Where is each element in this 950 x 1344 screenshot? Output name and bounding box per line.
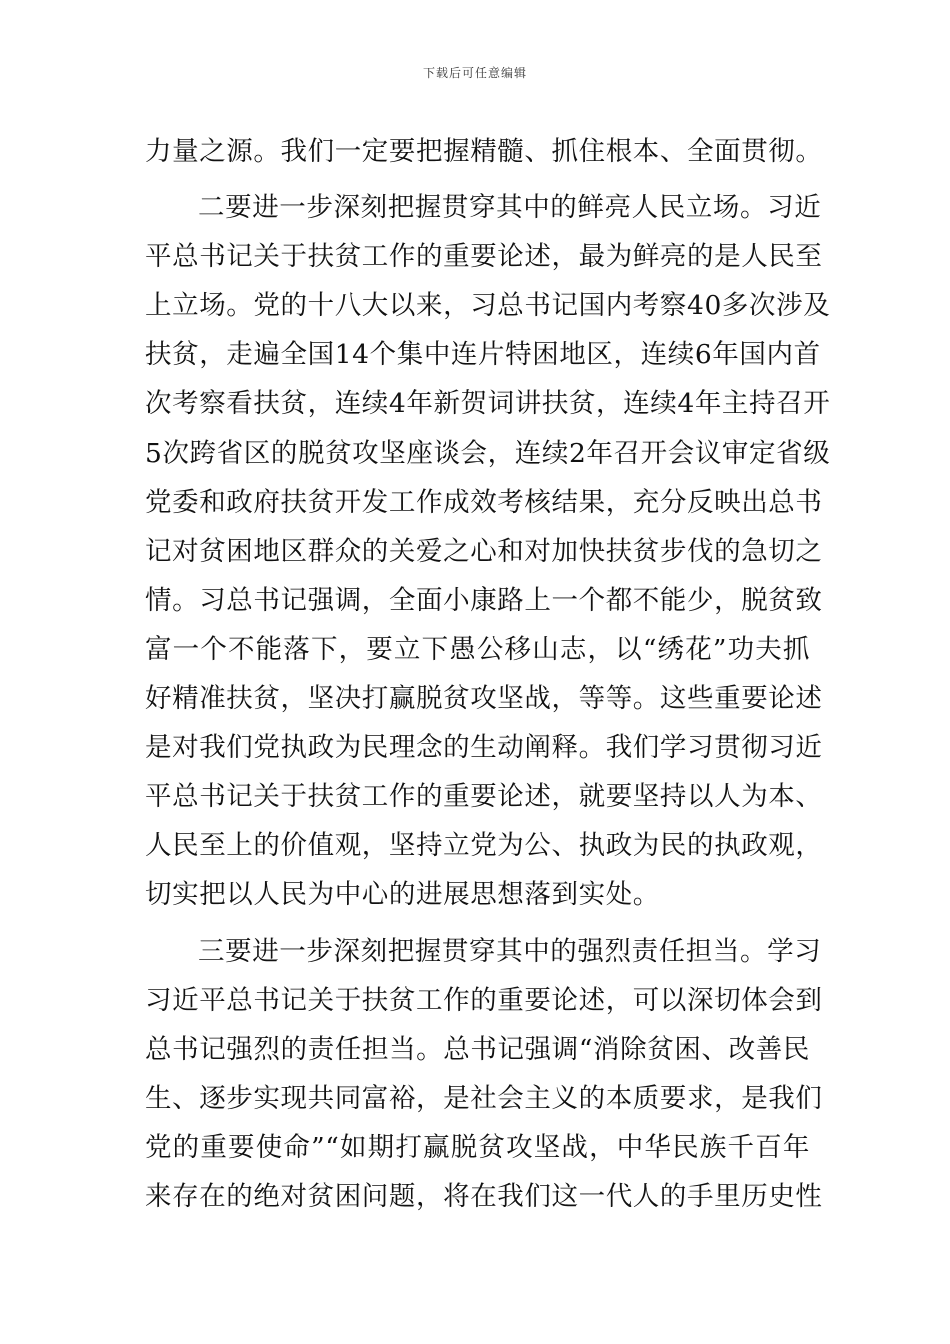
text-line: 次考察看扶贫，连续4年新贺词讲扶贫，连续4年主持召开 bbox=[145, 388, 831, 420]
text-line: 记对贫困地区群众的关爱之心和对加快扶贫步伐的急切之 bbox=[145, 535, 823, 567]
text-line: 人民至上的价值观，坚持立党为公、执政为民的执政观， bbox=[145, 830, 823, 862]
text-line: 总书记强烈的责任担当。总书记强调“消除贫困、改善民 bbox=[145, 1033, 810, 1065]
text-line: 力量之源。我们一定要把握精髓、抓住根本、全面贯彻。 bbox=[145, 136, 823, 167]
paragraph-1 bbox=[145, 127, 823, 176]
text-line: 情。习总书记强调，全面小康路上一个都不能少，脱贫致 bbox=[145, 584, 823, 616]
document-body bbox=[145, 127, 831, 1221]
text-line: 平总书记关于扶贫工作的重要论述，最为鲜亮的是人民至 bbox=[145, 241, 823, 273]
text-line: 切实把以人民为中心的进展思想落到实处。 bbox=[145, 879, 660, 911]
text-line: 平总书记关于扶贫工作的重要论述，就要坚持以人为本、 bbox=[145, 781, 823, 813]
paragraph-3 bbox=[145, 927, 823, 1222]
page-header: 下载后可任意编辑 bbox=[422, 66, 527, 80]
text-line: 党的重要使命”“如期打赢脱贫攻坚战，中华民族千百年 bbox=[145, 1131, 810, 1163]
text-line: 习近平总书记关于扶贫工作的重要论述，可以深切体会到 bbox=[145, 984, 823, 1016]
text-line: 二要进一步深刻把握贯穿其中的鲜亮人民立场。习近 bbox=[198, 192, 822, 224]
text-line: 三要进一步深刻把握贯穿其中的强烈责任担当。学习 bbox=[198, 935, 822, 967]
text-line: 党委和政府扶贫开发工作成效考核结果，充分反映出总书 bbox=[145, 486, 823, 518]
text-line: 是对我们党执政为民理念的生动阐释。我们学习贯彻习近 bbox=[145, 732, 823, 764]
text-line: 5次跨省区的脱贫攻坚座谈会，连续2年召开会议审定省级 bbox=[145, 437, 831, 469]
text-line: 生、逐步实现共同富裕，是社会主义的本质要求，是我们 bbox=[145, 1082, 823, 1114]
text-line: 富一个不能落下，要立下愚公移山志，以“绣花”功夫抓 bbox=[145, 633, 810, 665]
text-line: 上立场。党的十八大以来，习总书记国内考察40多次涉及 bbox=[145, 290, 831, 322]
paragraph-2 bbox=[145, 183, 831, 919]
text-line: 好精准扶贫，坚决打赢脱贫攻坚战，等等。这些重要论述 bbox=[145, 683, 823, 715]
text-line: 来存在的绝对贫困问题，将在我们这一代人的手里历史性 bbox=[145, 1180, 823, 1212]
text-line: 扶贫，走遍全国14个集中连片特困地区，连续6年国内首 bbox=[145, 339, 821, 371]
